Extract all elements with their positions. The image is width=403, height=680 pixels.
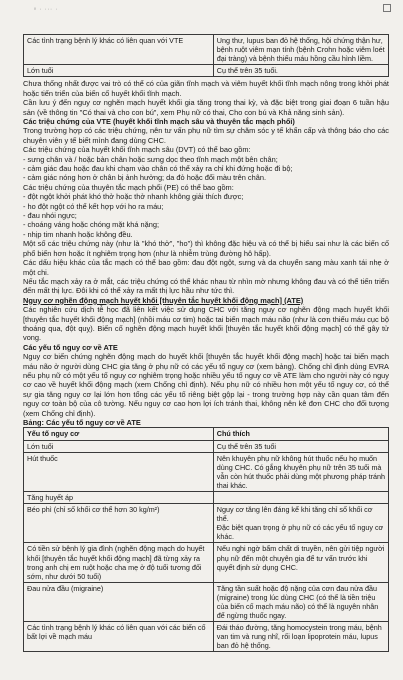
subsection-heading: Các yếu tố nguy cơ về ATE — [23, 342, 118, 352]
paragraph: Nguy cơ biến chứng nghẽn động mạch do huyết khối [thuyên tắc huyết khối động mạch] hoặc tai biến mạch máu não ở người dùng CHC gia tăng ở phụ nữ có các yếu tố nguy cơ (xem bảng). Chống chỉ định dùng EVRA nếu phụ nữ có một yếu tố nguy cơ nghiêm trọng hoặc nhiều yếu tố nguy cơ về ATE làm cho người này có nguy cơ cao về huyết khối động mạch (xem Chống chỉ định). Nếu phụ nữ có nhiều hơn một yếu tố nguy cơ, có thể sự gia tăng nguy cơ lại lớn hơn tổng các yếu tố riêng biệt gộp lại - trong trường hợp này cần quan tâm đến nguy cơ toàn bộ của cô tường. Nếu nguy cơ cao hơn lợi ích tránh thai, không nên kê đơn CHC cho đối tượng (xem Chống chỉ định). — [23, 352, 389, 418]
table-cell: Nếu nghi ngờ bẩm chất di truyền, nên gửi tiệp người phụ nữ đến một chuyên gia để tư vấn trước khi quyết định sử dụng CHC. — [213, 543, 388, 582]
table-cell: Đau nửa đầu (migraine) — [24, 582, 214, 621]
table-cell: Hút thuốc — [24, 452, 214, 491]
corner-box-icon — [383, 4, 391, 12]
list-item: - đột ngột khởi phát khó thở hoặc thở nhanh không giải thích được; — [23, 192, 244, 202]
list-item: - nhịp tim nhanh hoặc không đều. — [23, 229, 133, 239]
paragraph: Trong trường hợp có các triệu chứng, nên tư vấn phụ nữ tìm sự chăm sóc y tế khẩn cấp và thông báo cho các chuyên viên y tế biết mình đang dùng CHC. — [23, 126, 389, 145]
table-row — [24, 491, 389, 503]
table-row — [24, 440, 389, 452]
table-row — [24, 35, 389, 65]
table-cell: Cụ thể trên 35 tuổi — [213, 440, 388, 452]
table-cell: Béo phì (chỉ số khối cơ thể hơn 30 kg/m²) — [24, 504, 214, 543]
table-row — [24, 65, 389, 77]
table-row — [24, 452, 389, 491]
table-row — [24, 582, 389, 621]
table-cell: Lớn tuổi — [24, 440, 214, 452]
table-row — [24, 504, 389, 543]
table-cell: Các tình trạng bệnh lý khác có liên quan với VTE — [24, 35, 214, 65]
dvt-symptom-list — [23, 155, 389, 183]
table-cell: Nguy cơ tăng lên đáng kể khi tăng chỉ số khối cơ thể. Đặc biệt quan trọng ở phụ nữ có các yếu tố nguy cơ khác. — [213, 504, 388, 543]
table-cell: Các tình trạng bệnh lý khác có liên quan với các biến cố bất lợi về mạch máu — [24, 622, 214, 652]
table-cell: Đái tháo đường, tăng homocystein trong máu, bệnh van tim và rung nhĩ, rối loạn lipoprotein máu, lupus ban đỏ hệ thống. — [213, 622, 388, 652]
column-header: Chú thích — [213, 428, 388, 440]
table-row — [24, 622, 389, 652]
table-cell: Cụ thể trên 35 tuổi. — [213, 65, 388, 77]
table-cell: Có tiền sử bệnh lý gia đình (nghẽn động mạch do huyết khối [thuyên tắc huyết khối động mạch] đã từng xảy ra trong anh chị em ruột hoặc cha mẹ ở độ tuổi tương đối sớm, như dưới 50 tuổi) — [24, 543, 214, 582]
table-row — [24, 543, 389, 582]
vte-conditions-table — [23, 34, 389, 77]
ate-risk-table — [23, 427, 389, 652]
list-item: - cảm giác đau hoặc đau khi chạm vào chân có thể xảy ra chỉ khi đứng hoặc đi bộ; — [23, 164, 293, 174]
table-cell — [213, 491, 388, 503]
paragraph: Các triệu chứng của huyết khối tĩnh mạch sâu (DVT) có thể bao gồm: — [23, 145, 251, 155]
paragraph: Các dấu hiệu khác của tắc mạch có thể bao gồm: đau đột ngột, sưng và da chuyển sang màu xanh tái nhẹ ở một chi. — [23, 258, 389, 277]
paragraph: Một số các triệu chứng này (như là "khó thở", "ho") thì không đặc hiệu và có thể bị hiểu sai như là các biến cố phổ biến hơn hoặc ít nghiêm trọng hơn (như là nhiễm trùng đường hô hấp). — [23, 239, 389, 258]
page-header-marks — [34, 4, 391, 12]
paragraph: Chưa thống nhất được vai trò có thể có của giãn tĩnh mạch và viêm huyết khối tĩnh mạch nông trong khởi phát hoặc tiến triển của biến cố huyết khối tĩnh mạch. — [23, 79, 389, 98]
table-header-row — [24, 428, 389, 440]
column-header: Yếu tố nguy cơ — [24, 428, 214, 440]
table-cell: Tăng tần suất hoặc độ nặng của cơn đau nửa đầu (migraine) trong lúc dùng CHC (có thể là tiền triệu của biến cố mạch máu não) có thể là nguyên nhân để ngừng thuốc ngay. — [213, 582, 388, 621]
list-item: - sưng chân và / hoặc bàn chân hoặc sưng dọc theo tĩnh mạch một bên chân; — [23, 154, 278, 164]
list-item: - cảm giác nóng hơn ở chân bị ảnh hưởng; da đỏ hoặc đổi màu trên chân. — [23, 173, 266, 183]
table-cell: Tăng huyết áp — [24, 491, 214, 503]
paragraph: Các nghiên cứu dịch tễ học đã liên kết việc sử dụng CHC với tăng nguy cơ nghẽn động mạch huyết khối [thuyên tắc huyết khối động mạch] (nhồi máu cơ tim) hoặc tai biến mạch máu não (như là cơn thiếu máu cục bộ thoáng qua, đột quỵ). Biến cố nghẽn động mạch huyết khối [thuyên tắc huyết khối động mạch] có thể gây tử vong. — [23, 305, 389, 343]
header-scrawl-text: ᵥ . ... . — [34, 5, 59, 12]
table-cell: Lớn tuổi — [24, 65, 214, 77]
paragraph: Nếu tắc mạch xảy ra ở mắt, các triệu chứng có thể khác nhau từ nhìn mờ nhưng không đau và có thể tiến triển đến mất thị lực. Đôi khi có thể xảy ra mất thị lực hầu như tức thì. — [23, 276, 389, 296]
document-content — [23, 34, 389, 652]
table-caption: Bảng: Các yếu tố nguy cơ về ATE — [23, 418, 141, 427]
paragraph: Các triệu chứng của thuyên tắc mạch phổi (PE) có thể bao gồm: — [23, 182, 234, 192]
table-cell: Nên khuyên phụ nữ không hút thuốc nếu họ muốn dùng CHC. Có gắng khuyên phụ nữ trên 35 tuổi mà vẫn còn hút thuốc phải dùng một phương pháp tránh thai khác. — [213, 452, 388, 491]
table-cell: Ung thư, lupus ban đỏ hệ thống, hội chứng thận hư, bệnh ruột viêm mạn tính (bệnh Crohn hoặc viêm loét đại tràng) và bệnh thiếu máu hồng cầu hình liềm. — [213, 35, 388, 65]
paragraph: Cần lưu ý đến nguy cơ nghẽn mạch huyết khối gia tăng trong thai kỳ, và đặc biệt trong giai đoạn 6 tuần hậu sản (về thông tin "Có thai và cho con bú", xem Phụ nữ có thai, Cho con bú và Khả năng sinh sản). — [23, 98, 389, 117]
list-item: - choáng váng hoặc chóng mặt khá nặng; — [23, 220, 160, 230]
list-item: - ho đột ngột có thể kết hợp với ho ra máu; — [23, 201, 164, 211]
list-item: - đau nhói ngực; — [23, 211, 77, 221]
section-heading: Các triệu chứng của VTE (huyết khối tĩnh mạch sâu và thuyên tắc mạch phổi) — [23, 117, 295, 126]
section-heading: Nguy cơ nghẽn động mạch huyết khối [thuyên tắc huyết khối động mạch] (ATE) — [23, 295, 304, 305]
pe-symptom-list — [23, 192, 389, 239]
